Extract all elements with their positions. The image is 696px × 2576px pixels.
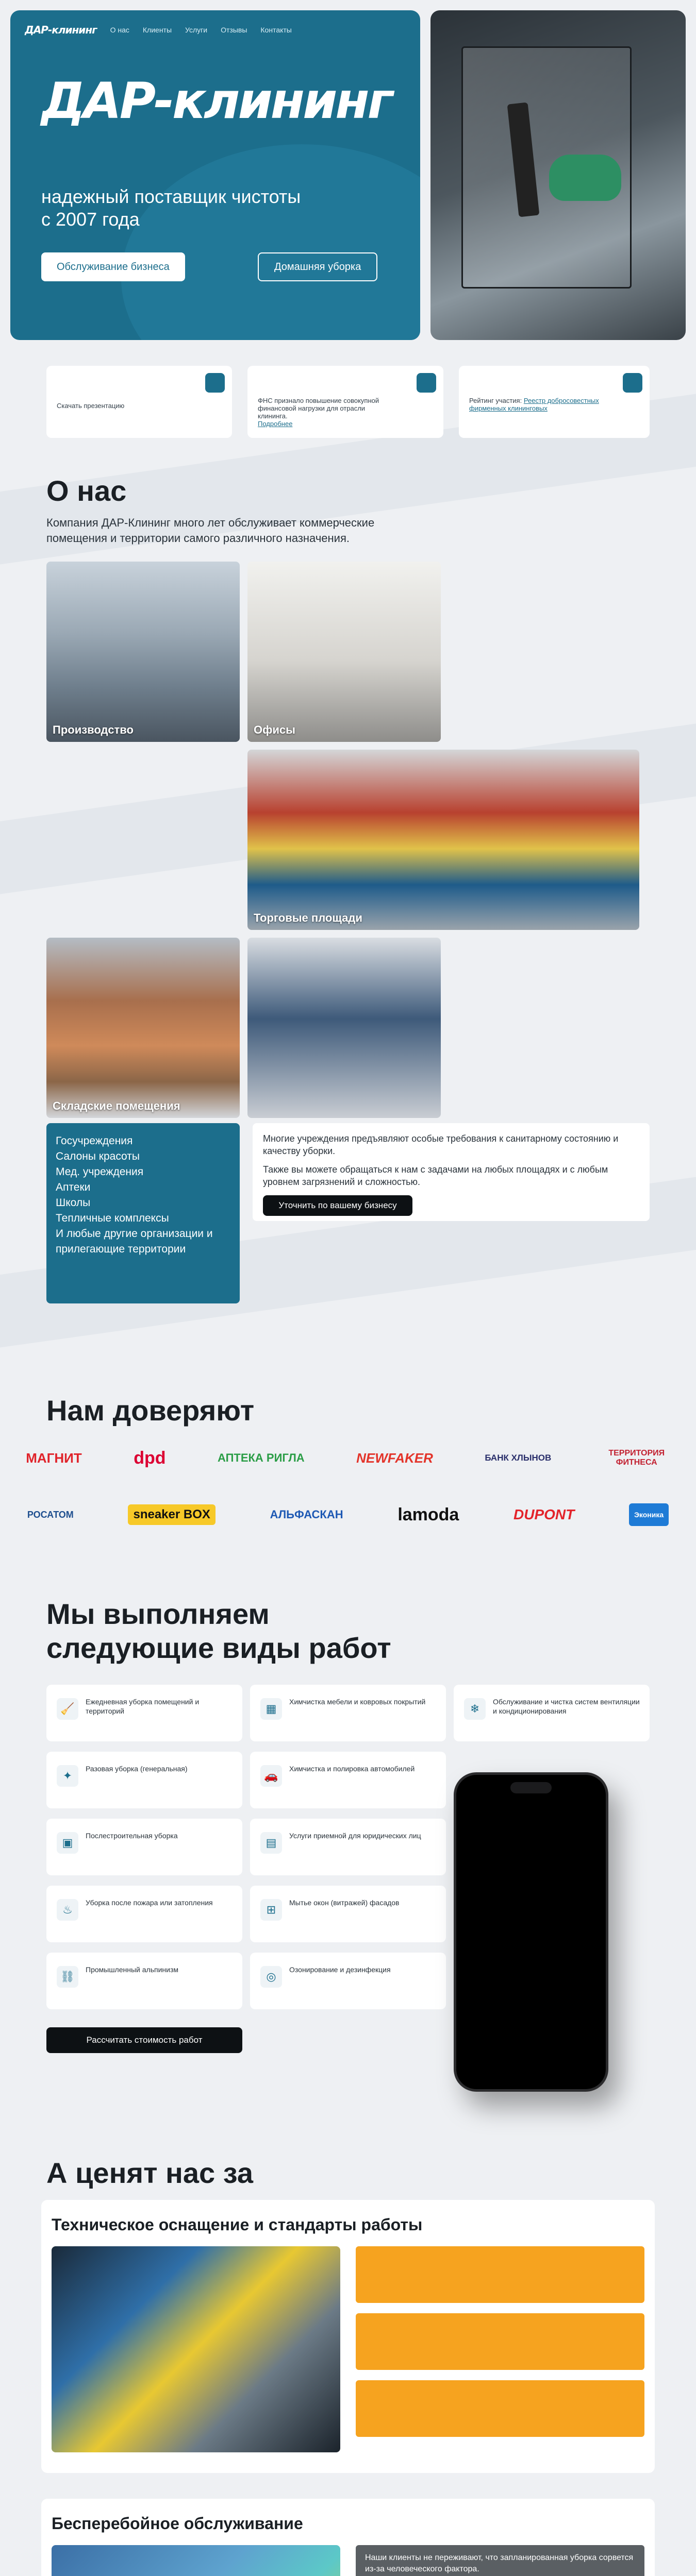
fire-icon: ♨ (57, 1899, 78, 1921)
service-card (250, 1752, 446, 1808)
about-text: Компания ДАР-Клининг много лет обслуживает коммерческие помещения и территории самого различного назначения. (46, 516, 375, 545)
registry-card (459, 366, 650, 438)
service-label: Химчистка мебели и ковровых покрытий (289, 1698, 426, 1706)
car-icon: 🚗 (260, 1765, 282, 1787)
nav-item-clients[interactable]: Клиенты (142, 26, 172, 34)
service-card (46, 1752, 242, 1808)
hero (10, 10, 686, 340)
presentation-label: Скачать презентацию (57, 402, 125, 410)
news-text: ФНС признало повышение совокупной финансовой нагрузки для отрасли клининга. (258, 397, 379, 420)
requirements-note (253, 1123, 650, 1221)
service-label: Мытье окон (витражей) фасадов (289, 1899, 400, 1907)
list-item: Салоны красоты (56, 1150, 140, 1162)
hero-panel (10, 10, 420, 340)
nav-item-about[interactable]: О нас (110, 26, 129, 34)
logo-sneakerbox: sneaker BOX (128, 1504, 215, 1525)
list-item: Школы (56, 1197, 91, 1209)
logo-newfaker: NEWFAKER (356, 1450, 433, 1466)
nav-logo[interactable]: ДАР-клининг (25, 24, 97, 36)
hero-photo (430, 10, 686, 340)
nav-item-services[interactable]: Услуги (185, 26, 208, 34)
service-card (46, 1886, 242, 1942)
building-icon: ▣ (57, 1832, 78, 1854)
business-service-button[interactable]: Обслуживание бизнеса (41, 252, 185, 281)
carpet-icon: ▦ (260, 1698, 282, 1720)
service-label: Химчистка и полировка автомобилей (289, 1765, 415, 1773)
ventilation-icon: ❄ (464, 1698, 486, 1720)
news-card (247, 366, 443, 438)
news-link[interactable]: Подробнее (258, 420, 293, 428)
service-label: Обслуживание и чистка систем вентиляции и кондиционирования (493, 1698, 640, 1715)
value-card (356, 2313, 644, 2370)
tile-warehouse[interactable] (46, 938, 240, 1118)
service-card (250, 1953, 446, 2009)
block-photo (52, 2246, 340, 2452)
nav-item-contacts[interactable]: Контакты (260, 26, 292, 34)
block-title: Бесперебойное обслуживание (52, 2514, 303, 2533)
logo-dpd: dpd (134, 1448, 166, 1468)
value-block-tech (41, 2200, 655, 2473)
tile-lab[interactable] (247, 938, 441, 1118)
cleaning-icon: 🧹 (57, 1698, 78, 1720)
document-icon (417, 373, 436, 393)
phone-mockup (454, 1772, 608, 2092)
value-block-continuity (41, 2499, 655, 2576)
download-icon (205, 373, 225, 393)
hero-title: ДАР-клининг (41, 72, 391, 130)
sparkle-icon: ✦ (57, 1765, 78, 1787)
logo-econika: Эконика (629, 1503, 669, 1526)
top-nav (25, 24, 292, 36)
list-item: Госучреждения (56, 1135, 133, 1147)
service-label: Ежедневная уборка помещений и территорий (86, 1698, 200, 1715)
tile-label: Офисы (254, 723, 295, 736)
service-card (46, 1819, 242, 1875)
service-card (250, 1819, 446, 1875)
facilities-list (46, 1123, 240, 1303)
list-item: Тепличные комплексы (56, 1212, 169, 1224)
tile-retail[interactable] (247, 750, 639, 930)
service-card (250, 1685, 446, 1741)
window-icon: ⊞ (260, 1899, 282, 1921)
tile-production[interactable] (46, 562, 240, 742)
ozone-icon: ◎ (260, 1966, 282, 1988)
list-item: Аптеки (56, 1181, 91, 1193)
info-strip (46, 366, 650, 438)
calculate-cost-button[interactable]: Рассчитать стоимость работ (46, 2027, 242, 2053)
logo-alfascan: АЛЬФАСКАН (270, 1508, 343, 1521)
block-title: Техническое оснащение и стандарты работы (52, 2215, 423, 2234)
logo-rigla: АПТЕКА РИГЛА (217, 1451, 305, 1464)
badge-icon (623, 373, 642, 393)
list-item: Мед. учреждения (56, 1166, 144, 1178)
nav-item-reviews[interactable]: Отзывы (221, 26, 247, 34)
registry-text: Рейтинг участия: (469, 397, 522, 404)
clarify-business-button[interactable]: Уточнить по вашему бизнесу (263, 1195, 412, 1216)
about-title: О нас (46, 474, 127, 507)
service-card (250, 1886, 446, 1942)
value-card (356, 2246, 644, 2303)
presentation-card[interactable] (46, 366, 232, 438)
service-label: Уборка после пожара или затопления (86, 1899, 213, 1907)
tile-offices[interactable] (247, 562, 441, 742)
value-title: А ценят нас за (46, 2157, 253, 2189)
services-title: Мы выполняем следующие виды работ (46, 1598, 391, 1664)
service-label: Разовая уборка (генеральная) (86, 1765, 188, 1773)
list-item: И любые другие организации и прилегающие территории (56, 1228, 213, 1255)
note-paragraph: Многие учреждения предъявляют особые требования к санитарному состоянию и качеству уборки. (263, 1133, 619, 1156)
service-card (46, 1685, 242, 1741)
service-label: Послестроительная уборка (86, 1832, 178, 1840)
service-card (454, 1685, 650, 1741)
value-card (356, 2380, 644, 2437)
service-label: Услуги приемной для юридических лиц (289, 1832, 421, 1840)
service-card (46, 1953, 242, 2009)
hero-subtitle: надежный поставщик чистоты с 2007 года (41, 186, 301, 230)
logo-fitness: ТЕРРИТОРИЯ ФИТНЕСА (608, 1449, 665, 1467)
tile-label: Складские помещения (53, 1099, 180, 1112)
tile-label: Торговые площади (254, 911, 362, 924)
logo-dupont: DUPONT (513, 1506, 575, 1522)
service-label: Озонирование и дезинфекция (289, 1965, 391, 1974)
note-paragraph: Также вы можете обращаться к нам с задачами на любых площадях и с любым уровнем загрязнений и сложностью. (263, 1164, 608, 1187)
tile-label: Производство (53, 723, 134, 736)
service-label: Промышленный альпинизм (86, 1965, 178, 1974)
home-cleaning-button[interactable]: Домашняя уборка (258, 252, 377, 281)
logo-khlynov: БАНК ХЛЫНОВ (485, 1453, 552, 1463)
value-card: Наши клиенты не переживают, что запланированная уборка сорвется из-за человеческого фактора. (356, 2545, 644, 2576)
registry-link[interactable]: Реестр добросовестных фирменных клининговых (469, 397, 599, 412)
logo-lamoda: lamoda (397, 1504, 459, 1524)
logo-magnit: МАГНИТ (26, 1450, 82, 1466)
logo-rosatom: РОСАТОМ (27, 1509, 74, 1520)
docs-icon: ▤ (260, 1832, 282, 1854)
industrial-icon: ⛓ (57, 1966, 78, 1988)
block-photo (52, 2545, 340, 2576)
partners-title: Нам доверяют (46, 1394, 255, 1427)
